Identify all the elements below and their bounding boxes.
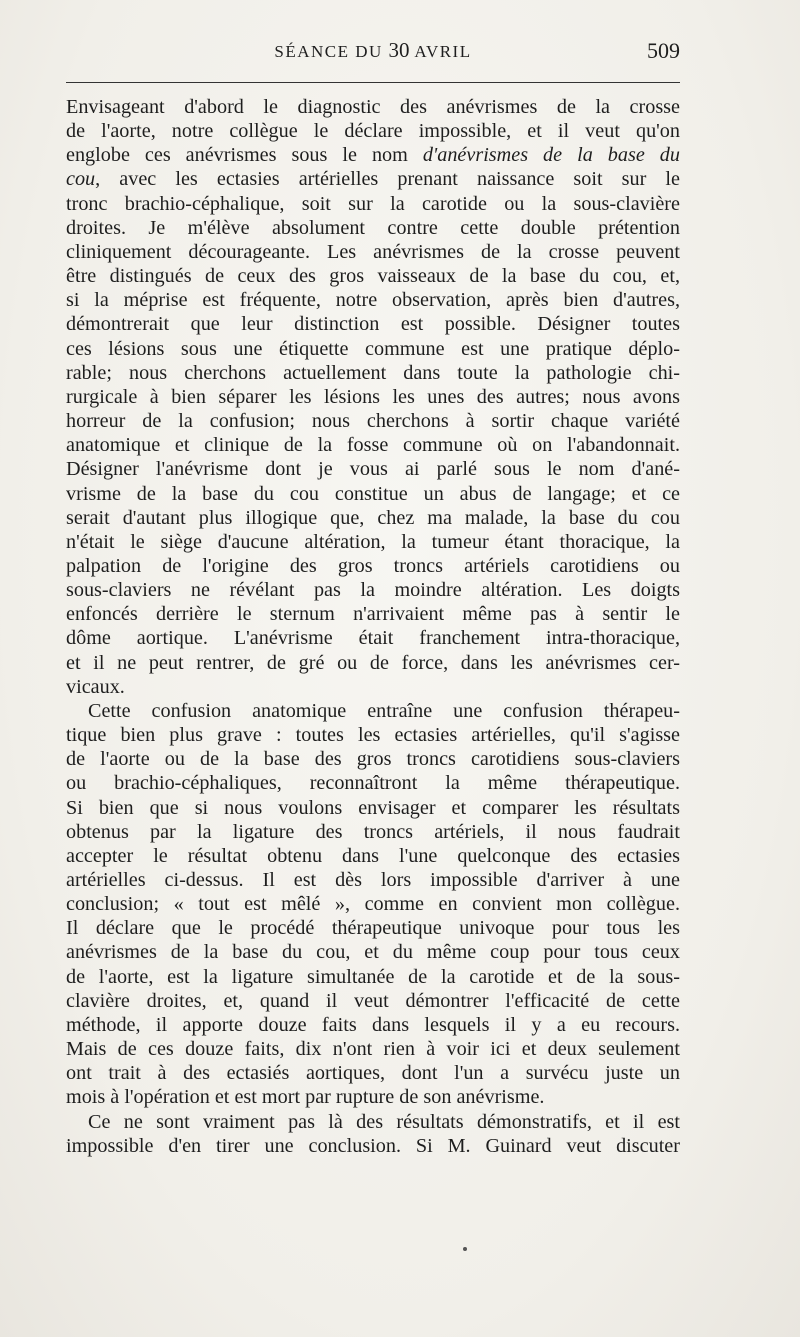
text-line (66, 433, 680, 457)
text-line (66, 626, 680, 650)
line-text: Envisageant d'abord le diagnostic des anévrismes de la crosse (66, 96, 680, 118)
text-line (66, 264, 680, 288)
line-text: clavière droites, et, quand il veut démontrer l'efficacité de cette (66, 989, 680, 1012)
line-text: ou brachio-céphaliques, reconnaîtront la même thérapeutique. (66, 772, 680, 795)
text-line (66, 820, 680, 844)
text-line (66, 747, 680, 771)
text-line (66, 554, 680, 578)
text-line (66, 651, 680, 675)
text-line (66, 361, 680, 385)
text-line (66, 965, 680, 989)
line-text: dôme aortique. L'anévrisme était franchement intra-thoracique, (66, 627, 680, 650)
text-line (66, 143, 680, 167)
running-title-prefix: SÉANCE DU (274, 42, 383, 61)
text-line (66, 312, 680, 336)
line-text: rurgicale à bien séparer les lésions les unes des autres; nous avons (66, 385, 680, 408)
text-line (66, 940, 680, 964)
text-line (66, 95, 680, 119)
text-line (66, 167, 680, 191)
line-text: anatomique et clinique de la fosse commune où on l'abandonnait. (66, 434, 680, 457)
line-text: Ce ne sont vraiment pas là des résultats démonstratifs, et il est (88, 1110, 680, 1133)
line-text: si la méprise est fréquente, notre observation, après bien d'autres, (66, 289, 680, 312)
line-text: Désigner l'anévrisme dont je vous ai parlé sous le nom d'ané- (66, 458, 680, 481)
line-text: , avec les ectasies artérielles prenant naissance soit sur le (95, 168, 680, 191)
line-text: vrisme de la base du cou constitue un abus de langage; et ce (66, 482, 680, 505)
line-text: palpation de l'origine des gros troncs artériels carotidiens ou (66, 554, 680, 577)
line-text: cliniquement décourageante. Les anévrismes de la crosse peuvent (66, 240, 680, 263)
text-line (66, 216, 680, 240)
text-line (66, 240, 680, 264)
text-line (66, 844, 680, 868)
line-text: et il ne peut rentrer, de gré ou de force, dans les anévrismes cer- (66, 651, 680, 674)
italic-term: d'anévrismes de la base du (422, 144, 680, 167)
line-text: mois à l'opération et est mort par rupture de son anévrisme. (66, 1086, 545, 1109)
text-line (66, 409, 680, 433)
line-text: tronc brachio-céphalique, soit sur la carotide ou la sous-clavière (66, 192, 680, 215)
text-line (66, 506, 680, 530)
text-line (66, 1013, 680, 1037)
text-line (66, 457, 680, 481)
line-text: Il déclare que le procédé thérapeutique univoque pour tous les (66, 917, 680, 940)
line-text: accepter le résultat obtenu dans l'une quelconque des ectasies (66, 844, 680, 867)
page-number: 509 (647, 38, 680, 63)
line-text: enfoncés derrière le sternum n'arrivaient même pas à sentir le (66, 603, 680, 626)
line-text: de l'aorte, est la ligature simultanée de la carotide et de la sous- (66, 965, 680, 988)
line-text: de l'aorte ou de la base des gros troncs carotidiens sous-claviers (66, 748, 680, 771)
text-line (66, 602, 680, 626)
text-line (66, 675, 680, 699)
line-text: anévrismes de la base du cou, et du même coup pour tous ceux (66, 941, 680, 964)
line-text: Mais de ces douze faits, dix n'ont rien à voir ici et deux seulement (66, 1038, 680, 1061)
text-line (66, 288, 680, 312)
text-line (66, 530, 680, 554)
line-text: Cette confusion anatomique entraîne une confusion thérapeu- (88, 699, 680, 722)
header-rule (66, 82, 680, 83)
text-line (66, 989, 680, 1013)
text-line (66, 723, 680, 747)
text-line (66, 578, 680, 602)
text-line (66, 868, 680, 892)
line-text: démontrerait que leur distinction est possible. Désigner toutes (66, 313, 680, 336)
line-text: serait d'autant plus illogique que, chez ma malade, la base du cou (66, 506, 680, 529)
line-text: englobe ces anévrismes sous le nom (66, 144, 423, 167)
text-line (66, 916, 680, 940)
text-line (66, 771, 680, 795)
line-text: sous-claviers ne révélant pas la moindre altération. Les doigts (66, 579, 680, 602)
line-text: être distingués de ceux des gros vaisseaux de la base du cou, et, (66, 265, 680, 288)
text-line (66, 192, 680, 216)
text-line (66, 699, 680, 723)
text-line (66, 1134, 680, 1158)
line-text: n'était le siège d'aucune altération, la tumeur étant thoracique, la (66, 530, 680, 553)
line-text: droites. Je m'élève absolument contre cette double prétention (66, 216, 680, 239)
italic-term: cou (66, 168, 96, 191)
running-title (66, 38, 680, 63)
text-line (66, 482, 680, 506)
text-line (66, 892, 680, 916)
text-line (66, 796, 680, 820)
text-line (66, 337, 680, 361)
line-text: méthode, il apporte douze faits dans lesquels il y a eu recours. (66, 1013, 680, 1036)
text-line (66, 1085, 680, 1109)
text-line (66, 1110, 680, 1134)
line-text: ces lésions sous une étiquette commune est une pratique déplo- (66, 337, 680, 360)
line-text: horreur de la confusion; nous cherchons à sortir chaque variété (66, 410, 680, 433)
line-text: conclusion; « tout est mêlé », comme en convient mon collègue. (66, 893, 680, 916)
body-text (66, 95, 680, 1158)
ink-speck (463, 1247, 467, 1251)
line-text: vicaux. (66, 675, 125, 698)
line-text: artérielles ci-dessus. Il est dès lors impossible d'arriver à une (66, 869, 680, 891)
text-line (66, 119, 680, 143)
line-text: ont trait à des ectasiés aortiques, dont l'un a survécu juste un (66, 1062, 680, 1085)
text-line (66, 1061, 680, 1085)
line-text: impossible d'en tirer une conclusion. Si M. Guinard veut discuter (66, 1134, 680, 1157)
running-title-date: 30 (388, 38, 410, 62)
line-text: rable; nous cherchons actuellement dans toute la pathologie chi- (66, 361, 680, 384)
line-text: obtenus par la ligature des troncs artériels, il nous faudrait (66, 820, 680, 843)
running-title-month: AVRIL (414, 42, 472, 61)
line-text: tique bien plus grave : toutes les ectasies artérielles, qu'il s'agisse (66, 724, 680, 747)
line-text: de l'aorte, notre collègue le déclare impossible, et il veut qu'on (66, 120, 680, 143)
page-header (66, 38, 680, 66)
line-text: Si bien que si nous voulons envisager et comparer les résultats (66, 796, 680, 819)
text-line (66, 1037, 680, 1061)
text-line (66, 385, 680, 409)
